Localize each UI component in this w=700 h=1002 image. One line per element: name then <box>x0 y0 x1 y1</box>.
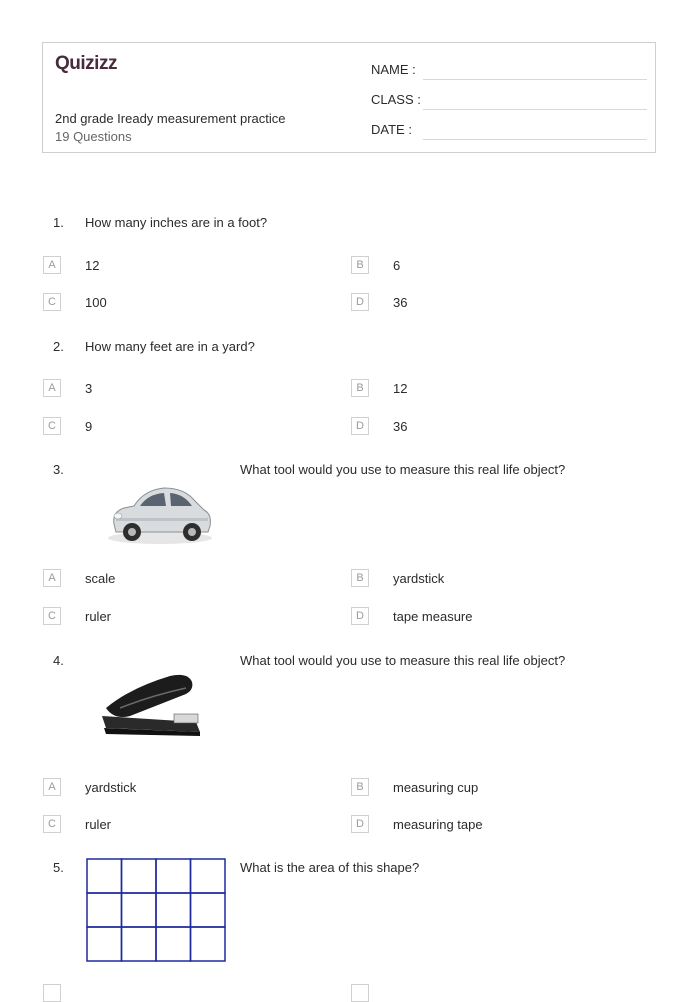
grid-cell <box>156 927 191 961</box>
worksheet-title: 2nd grade Iready measurement practice <box>55 111 286 126</box>
question-number: 3. <box>53 462 64 477</box>
name-label: NAME : <box>371 62 416 77</box>
grid-cell <box>87 859 122 893</box>
option-letter-box: D <box>351 293 369 311</box>
option-letter-box: A <box>43 256 61 274</box>
option-letter-box <box>43 984 61 1002</box>
grid-cell <box>191 893 226 927</box>
option-letter-box: A <box>43 569 61 587</box>
grid-cell <box>191 859 226 893</box>
car-image <box>104 478 216 551</box>
option-text: 36 <box>393 419 408 434</box>
option-letter-box: A <box>43 379 61 397</box>
class-line <box>423 108 647 110</box>
stapler-image <box>100 668 208 745</box>
option-letter-box: B <box>351 778 369 796</box>
option-text: ruler <box>85 817 112 832</box>
option-letter-box: D <box>351 815 369 833</box>
grid-cell <box>156 859 191 893</box>
quizizz-logo: Quizizz <box>55 53 117 74</box>
option-text: 12 <box>85 258 100 273</box>
question-text: What tool would you use to measure this real life object? <box>240 462 566 477</box>
option-text: yardstick <box>393 571 445 586</box>
question-text: How many feet are in a yard? <box>85 339 255 354</box>
option-text: 36 <box>393 295 408 310</box>
option-letter-box: C <box>43 417 61 435</box>
question-count: 19 Questions <box>55 129 132 144</box>
option-letter-box <box>351 984 369 1002</box>
area-grid-shape <box>86 858 226 962</box>
option-text: yardstick <box>85 780 137 795</box>
question-text: How many inches are in a foot? <box>85 215 268 230</box>
worksheet-header <box>42 42 656 153</box>
date-line <box>423 138 647 140</box>
option-letter-box: C <box>43 815 61 833</box>
question-text: What is the area of this shape? <box>240 860 420 875</box>
option-letter-box: C <box>43 607 61 625</box>
question-text: What tool would you use to measure this real life object? <box>240 653 566 668</box>
option-text: 12 <box>393 381 408 396</box>
question-number: 5. <box>53 860 64 875</box>
question-number: 4. <box>53 653 64 668</box>
option-text: ruler <box>85 609 112 624</box>
name-line <box>423 78 647 80</box>
class-label: CLASS : <box>371 92 421 107</box>
question-number: 1. <box>53 215 64 230</box>
question-number: 2. <box>53 339 64 354</box>
option-letter-box: B <box>351 256 369 274</box>
option-letter-box: C <box>43 293 61 311</box>
option-letter-box: D <box>351 607 369 625</box>
option-letter-box: B <box>351 379 369 397</box>
grid-cell <box>87 893 122 927</box>
grid-cell <box>87 927 122 961</box>
option-letter-box: A <box>43 778 61 796</box>
option-letter-box: D <box>351 417 369 435</box>
option-text: 6 <box>393 258 401 273</box>
option-text: measuring tape <box>393 817 483 832</box>
grid-cell <box>156 893 191 927</box>
grid-cell <box>122 893 157 927</box>
date-label: DATE : <box>371 122 412 137</box>
grid-cell <box>122 859 157 893</box>
option-text: 100 <box>85 295 107 310</box>
grid-cell <box>122 927 157 961</box>
option-text: tape measure <box>393 609 473 624</box>
option-letter-box: B <box>351 569 369 587</box>
option-text: scale <box>85 571 116 586</box>
option-text: measuring cup <box>393 780 479 795</box>
grid-cell <box>191 927 226 961</box>
option-text: 3 <box>85 381 93 396</box>
option-text: 9 <box>85 419 93 434</box>
